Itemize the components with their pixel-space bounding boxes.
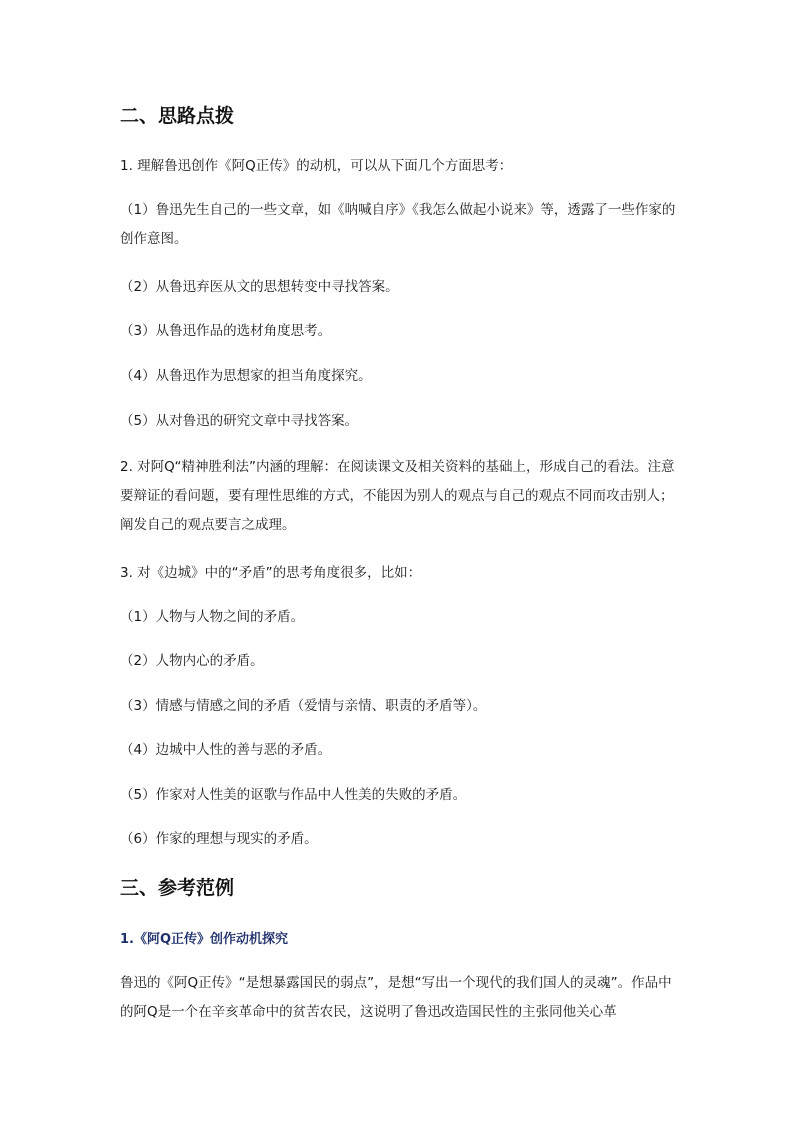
- paragraph-2: 2. 对阿Q“精神胜利法”内涵的理解：在阅读课文及相关资料的基础上，形成自己的看法。注意要辩证的看问题，要有理性思维的方式，不能因为别人的观点与自己的观点不同而攻击别人；阐发自己的观点要言之成理。: [120, 459, 675, 533]
- paragraph-3-item-3: （3）情感与情感之间的矛盾（爱情与亲情、职责的矛盾等）。: [120, 698, 487, 714]
- paragraph-3-item-5: （5）作家对人性美的讴歌与作品中人性美的失败的矛盾。: [120, 787, 467, 803]
- paragraph-1-item-4: （4）从鲁迅作为思想家的担当角度探究。: [120, 368, 372, 384]
- paragraph-3-item-2: （2）人物内心的矛盾。: [120, 653, 264, 669]
- example-1-body: 鲁迅的《阿Q正传》“是想暴露国民的弱点”，是想“写出一个现代的我们国人的灵魂”。作品中的阿Q是一个在辛亥革命中的贫苦农民，这说明了鲁迅改造国民性的主张同他关心革: [120, 975, 672, 1020]
- paragraph-3-item-4: （4）边城中人性的善与恶的矛盾。: [120, 742, 332, 758]
- paragraph-1: 1. 理解鲁迅创作《阿Q正传》的动机，可以从下面几个方面思考：: [120, 158, 513, 174]
- paragraph-3: 3. 对《边城》中的“矛盾”的思考角度很多，比如：: [120, 565, 422, 581]
- paragraph-1-item-2: （2）从鲁迅弃医从文的思想转变中寻找答案。: [120, 279, 399, 295]
- section-heading-2: 二、思路点拨: [120, 105, 235, 127]
- paragraph-1-item-5: （5）从对鲁迅的研究文章中寻找答案。: [120, 413, 359, 429]
- section-heading-3: 三、参考范例: [120, 877, 235, 899]
- example-1-title: 1.《阿Q正传》创作动机探究: [120, 932, 289, 947]
- paragraph-3-item-1: （1）人物与人物之间的矛盾。: [120, 609, 305, 625]
- paragraph-1-item-1: （1）鲁迅先生自己的一些文章，如《呐喊自序》《我怎么做起小说来》等，透露了一些作家的创作意图。: [120, 202, 676, 247]
- paragraph-1-item-3: （3）从鲁迅作品的选材角度思考。: [120, 323, 332, 339]
- paragraph-3-item-6: （6）作家的理想与现实的矛盾。: [120, 831, 318, 847]
